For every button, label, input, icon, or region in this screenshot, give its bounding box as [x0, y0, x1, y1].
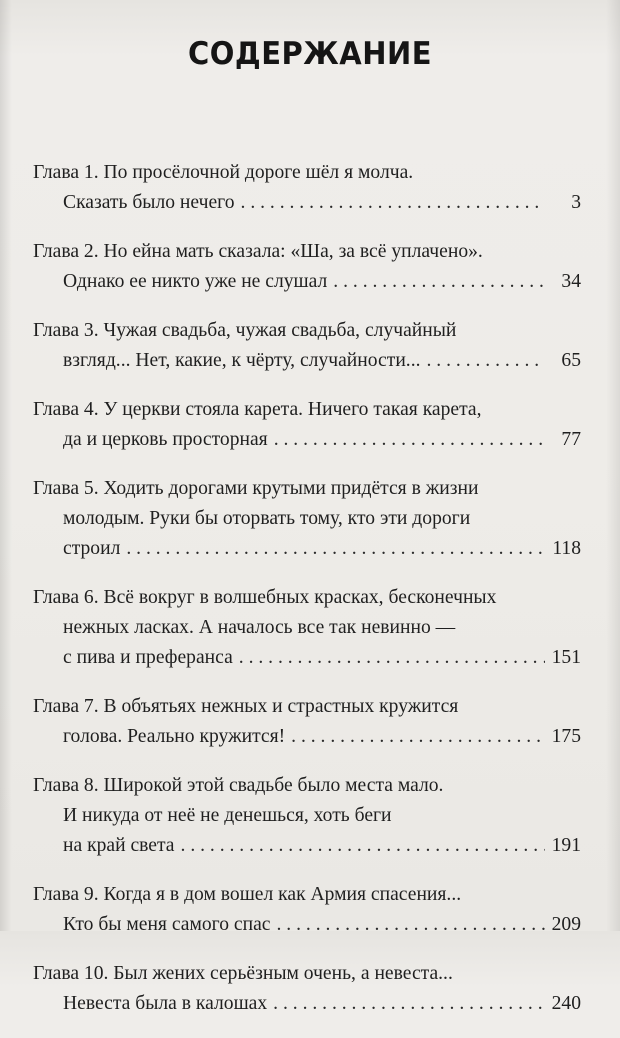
- toc-entry-line: Глава 1. По просёлочной дороге шёл я молча.: [33, 162, 414, 183]
- toc-entry-last-line: [33, 722, 581, 752]
- toc-entry-text: Однако ее никто уже не слушал: [63, 271, 328, 292]
- toc-entry-line: Глава 9. Когда я в дом вошел как Армия спасения...: [33, 884, 462, 905]
- toc-entry-10: [33, 959, 581, 1019]
- toc-entry-text: Кто бы меня самого спас: [63, 914, 271, 935]
- toc-entry-line: Глава 6. Всё вокруг в волшебных красках, бесконечных: [33, 587, 497, 608]
- toc-entry-last-line: [33, 267, 581, 297]
- toc-entry-text: строил: [63, 538, 121, 559]
- toc-entry-last-line: [33, 643, 581, 673]
- page-number: 3: [571, 192, 581, 213]
- toc-entry-9: [33, 880, 581, 940]
- toc-entry-text: на край света: [63, 835, 175, 856]
- toc-entry-last-line: [33, 188, 581, 218]
- toc-entry-line: Глава 10. Был жених серьёзным очень, а невеста...: [33, 963, 453, 984]
- toc-entry-text: Невеста была в калошах: [63, 993, 268, 1014]
- toc-entry-line: Глава 7. В объятьях нежных и страстных кружится: [33, 696, 459, 717]
- toc-entry-6: [33, 583, 581, 673]
- dot-leader: [126, 534, 545, 564]
- dot-leader: [273, 989, 545, 1019]
- toc-entry-line: Глава 3. Чужая свадьба, чужая свадьба, случайный: [33, 320, 457, 341]
- page-number: 34: [561, 271, 581, 292]
- toc-entry-last-line: [33, 831, 581, 861]
- toc-entry-line: Глава 4. У церкви стояла карета. Ничего такая карета,: [33, 399, 482, 420]
- toc-entry-text: голова. Реально кружится!: [63, 726, 286, 747]
- toc-entry-4: [33, 395, 581, 455]
- dot-leader: [181, 831, 545, 861]
- toc-entry-last-line: [33, 425, 581, 455]
- toc-entry-text: Сказать было нечего: [63, 192, 235, 213]
- page-title: СОДЕРЖАНИЕ: [187, 34, 433, 72]
- page-edge-shadow: [606, 0, 620, 931]
- page-number: 191: [551, 835, 581, 856]
- dot-leader: [291, 722, 545, 752]
- toc-entry-text: взгляд... Нет, какие, к чёрту, случайности...: [63, 350, 421, 371]
- toc-entry-5: [33, 474, 581, 564]
- dot-leader: [427, 346, 546, 376]
- page-number: 151: [551, 647, 581, 668]
- toc-entry-3: [33, 316, 581, 376]
- page-number: 118: [552, 538, 581, 559]
- dot-leader: [277, 910, 546, 940]
- page-number: 175: [551, 726, 581, 747]
- page-number: 209: [551, 914, 581, 935]
- page-number: 65: [561, 350, 581, 371]
- toc-entry-8: [33, 771, 581, 861]
- toc-entry-2: [33, 237, 581, 297]
- toc-entry-last-line: [33, 910, 581, 940]
- dot-leader: [333, 267, 545, 297]
- toc-entry-1: [33, 158, 581, 218]
- toc-entry-7: [33, 692, 581, 752]
- toc-entry-line: И никуда от неё не денешься, хоть беги: [63, 805, 392, 826]
- toc-entry-last-line: [33, 534, 581, 564]
- table-of-contents: [33, 158, 581, 1038]
- toc-entry-line: молодым. Руки бы оторвать тому, кто эти дороги: [63, 508, 471, 529]
- toc-entry-text: да и церковь просторная: [63, 429, 268, 450]
- dot-leader: [239, 643, 545, 673]
- toc-entry-line: нежных ласках. А началось все так невинно —: [63, 617, 456, 638]
- toc-entry-line: Глава 8. Широкой этой свадьбе было места мало.: [33, 775, 444, 796]
- toc-entry-last-line: [33, 989, 581, 1019]
- page-binding-shadow: [0, 0, 12, 931]
- toc-entry-line: Глава 5. Ходить дорогами крутыми придётся в жизни: [33, 478, 479, 499]
- dot-leader: [241, 188, 545, 218]
- page-number: 240: [551, 993, 581, 1014]
- toc-entry-text: с пива и преферанса: [63, 647, 233, 668]
- page-number: 77: [561, 429, 581, 450]
- dot-leader: [274, 425, 545, 455]
- toc-entry-last-line: [33, 346, 581, 376]
- toc-entry-line: Глава 2. Но ейна мать сказала: «Ша, за всё уплачено».: [33, 241, 483, 262]
